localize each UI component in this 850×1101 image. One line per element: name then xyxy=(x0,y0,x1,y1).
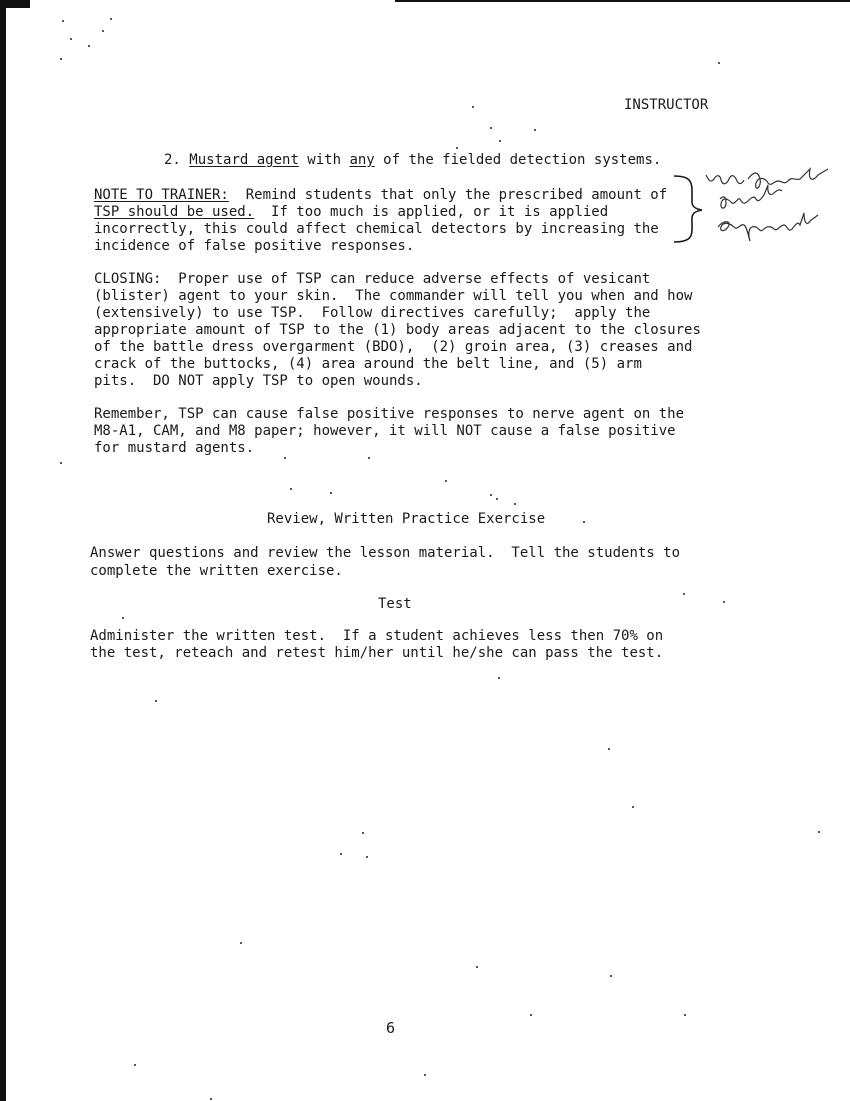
note-line-2 xyxy=(94,204,608,221)
note-line1-rest: Remind students that only the prescribed amount of xyxy=(228,187,668,203)
remember-line-3: for mustard agents. xyxy=(94,440,255,456)
scan-speck xyxy=(70,38,72,40)
scan-speck xyxy=(240,942,242,944)
note-line-4: incidence of false positive responses. xyxy=(94,238,415,254)
scan-speck xyxy=(534,129,536,131)
review-line-2: complete the written exercise. xyxy=(90,563,343,579)
closing-line-2: (blister) agent to your skin. The commander will tell you when and how xyxy=(94,288,693,304)
scan-speck xyxy=(110,18,112,20)
scan-speck xyxy=(88,45,90,47)
scan-speck xyxy=(102,30,104,32)
instructor-header: INSTRUCTOR xyxy=(624,97,709,113)
scan-speck xyxy=(683,593,685,595)
scan-corner-mark xyxy=(0,0,30,8)
scan-speck xyxy=(718,62,720,64)
scan-speck xyxy=(60,58,62,60)
note-underlined-text: TSP should be used. xyxy=(94,204,255,220)
handwritten-margin-note xyxy=(680,165,850,255)
scan-speck xyxy=(62,20,64,22)
closing-line-1: CLOSING: Proper use of TSP can reduce adverse effects of vesicant xyxy=(94,271,651,287)
page-number: 6 xyxy=(386,1019,396,1037)
scan-speck xyxy=(684,1014,686,1016)
review-heading: Review, Written Practice Exercise xyxy=(267,511,546,527)
scan-speck xyxy=(210,1098,212,1100)
scan-speck xyxy=(134,1064,136,1066)
note-line-3: incorrectly, this could affect chemical detectors by increasing the xyxy=(94,221,659,237)
scan-speck xyxy=(530,1014,532,1016)
scan-speck xyxy=(490,494,492,496)
note-label: NOTE TO TRAINER: xyxy=(94,187,229,203)
scan-speck xyxy=(608,748,610,750)
scan-edge-mark xyxy=(0,0,6,1101)
test-line-1: Administer the written test. If a student achieves less then 70% on xyxy=(90,628,664,644)
scan-speck xyxy=(366,856,368,858)
scan-speck xyxy=(362,832,364,834)
scan-speck xyxy=(122,617,124,619)
closing-line-6: crack of the buttocks, (4) area around the belt line, and (5) arm xyxy=(94,356,642,372)
scan-speck xyxy=(610,975,612,977)
scan-speck xyxy=(445,480,447,482)
scan-speck xyxy=(632,806,634,808)
item-2 xyxy=(164,152,661,169)
scan-speck xyxy=(290,488,292,490)
item-rest: of the fielded detection systems. xyxy=(374,152,662,168)
note-line2-rest: If too much is applied, or it is applied xyxy=(254,204,609,220)
scan-speck xyxy=(368,457,370,459)
scan-speck xyxy=(330,492,332,494)
margin-note-text: Very important must be emphasized xyxy=(680,253,696,254)
remember-line-1: Remember, TSP can cause false positive responses to nerve agent on the xyxy=(94,406,685,422)
scan-speck xyxy=(490,127,492,129)
scan-speck xyxy=(583,521,585,523)
scan-speck xyxy=(476,966,478,968)
item-emphasis: any xyxy=(349,152,375,168)
scan-top-rule xyxy=(395,0,850,2)
closing-line-7: pits. DO NOT apply TSP to open wounds. xyxy=(94,373,423,389)
scan-speck xyxy=(514,503,516,505)
scan-speck xyxy=(818,831,820,833)
item-number: 2. xyxy=(164,152,181,168)
scan-speck xyxy=(496,498,498,500)
scan-speck xyxy=(472,106,474,108)
closing-line-3: (extensively) to use TSP. Follow directives carefully; apply the xyxy=(94,305,651,321)
scan-speck xyxy=(498,677,500,679)
test-heading: Test xyxy=(378,596,412,612)
scan-speck xyxy=(424,1074,426,1076)
review-line-1: Answer questions and review the lesson material. Tell the students to xyxy=(90,545,681,561)
closing-line-4: appropriate amount of TSP to the (1) body areas adjacent to the closures xyxy=(94,322,701,338)
scan-speck xyxy=(60,462,62,464)
scan-speck xyxy=(340,853,342,855)
scan-speck xyxy=(723,601,725,603)
scan-speck xyxy=(155,700,157,702)
closing-line-5: of the battle dress overgarment (BDO), (2) groin area, (3) creases and xyxy=(94,339,693,355)
remember-line-2: M8-A1, CAM, and M8 paper; however, it will NOT cause a false positive xyxy=(94,423,676,439)
test-line-2: the test, reteach and retest him/her until he/she can pass the test. xyxy=(90,645,664,661)
scan-speck xyxy=(284,457,286,459)
note-line-1 xyxy=(94,187,667,204)
scan-speck xyxy=(456,147,458,149)
item-middle: with xyxy=(298,152,350,168)
item-term: Mustard agent xyxy=(189,152,299,168)
scan-speck xyxy=(499,140,501,142)
